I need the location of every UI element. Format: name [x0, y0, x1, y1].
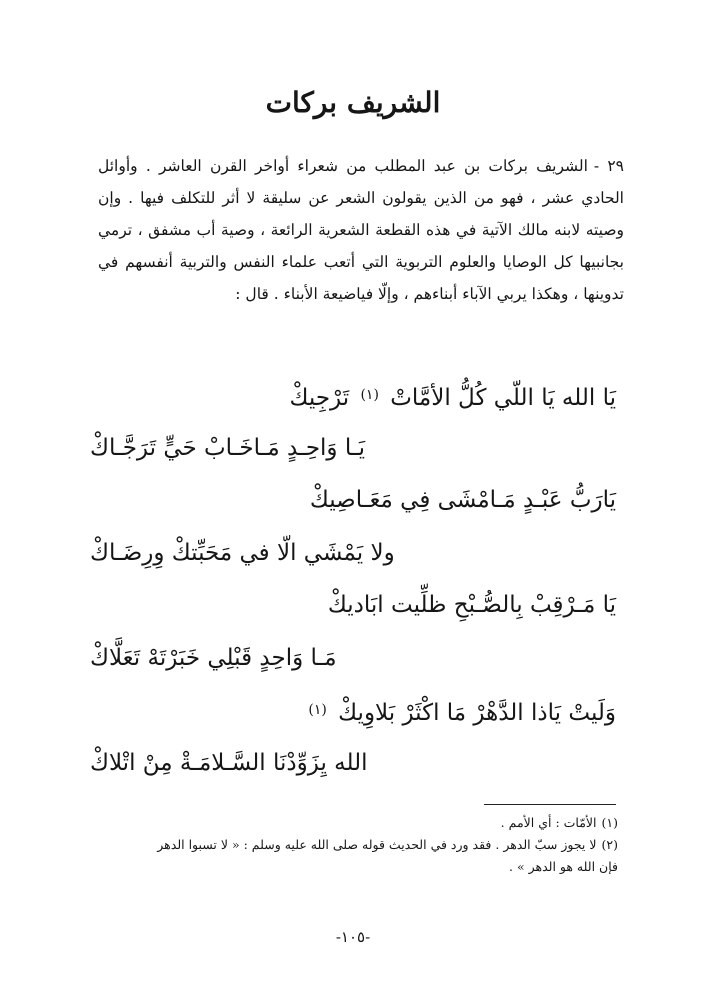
poem-verse [90, 635, 616, 688]
poem-verse [90, 425, 616, 478]
poem-verse [90, 372, 616, 425]
poem-verse [90, 687, 616, 740]
verse-text: ولا يَمْشَي الّا في مَحَبِّتكْ وِرِضَـاكْ [90, 539, 395, 566]
verse-text: يَارَبُّ عَبْـدٍ مَـامْشَى فِي مَعَـاصِيكْ [309, 487, 616, 513]
page-number: -١٠٥- [335, 928, 371, 946]
intro-paragraph [98, 150, 624, 310]
verse-text: يَا مَـرْقِبْ بِالصُّـبْحِ ظلِّيت ابَاديكْ [327, 592, 616, 618]
footnote-continuation [96, 856, 618, 878]
verse-text: يَـا وَاحِـدٍ مَـاخَـابْ حَيٍّ تَرَجَّـاكْ [90, 434, 366, 461]
footnote-marker: (١) [360, 387, 379, 403]
footnotes [96, 812, 618, 878]
footnote-text: فإن الله هو الدهر » . [509, 859, 618, 874]
verse-text-end: تَرْجِيكْ [289, 385, 350, 411]
poem [90, 372, 616, 792]
footnote-text: الأمّات : أي الأمم . [500, 815, 597, 830]
poem-verse [90, 582, 616, 635]
footnote [96, 834, 618, 856]
entry-number: ٢٩ - [593, 157, 624, 175]
poem-verse [90, 740, 616, 793]
poem-verse [90, 530, 616, 583]
footnote-number: (٢) [601, 837, 618, 852]
verse-text: مَـا وَاحِدٍ قَبْلِي خَبَرْتَهْ تَعَلَّاكْ [90, 644, 337, 671]
footnote-divider [484, 804, 616, 805]
footnote-number: (١) [601, 815, 618, 830]
footnote-marker: (١) [308, 702, 327, 718]
footnote-text: لا يجوز سبّ الدهر . فقد ورد في الحديث قوله صلى الله عليه وسلم : « لا تسبوا الدهر [157, 837, 597, 852]
verse-text: يَا الله يَا اللّي كُلُّ الأمَّاتْ [390, 385, 616, 411]
page-title: الشريف بركات [265, 86, 441, 119]
footnote [96, 812, 618, 834]
intro-text: الشريف بركات بن عبد المطلب من شعراء أواخر القرن العاشر . وأوائل الحادي عشر ، فهو من الذين يقولون الشعر عن سليقة لا أثر للتكلف فيها . وإن وصيته لابنه مالك الآتية في هذه القطعة الشعرية الرائعة ، وصية أب مشفق ، ترمي بجانبيها كل الوصايا والعلوم التربوية التي أتعب علماء النفس والتربية أنفسهم في تدوينها ، وهكذا يربي الآباء أبناءهم ، وإلّا فياضيعة الأبناء . قال : [98, 157, 624, 303]
verse-text: وَلَيتْ يَاذا الدَّهْرْ مَا اكْثَرْ بَلاوِيكْ [338, 700, 616, 726]
poem-verse [90, 477, 616, 530]
verse-text: الله يِزَوِّدْنَا السَّـلامَـةْ مِنْ اتْلاكْ [90, 749, 368, 776]
